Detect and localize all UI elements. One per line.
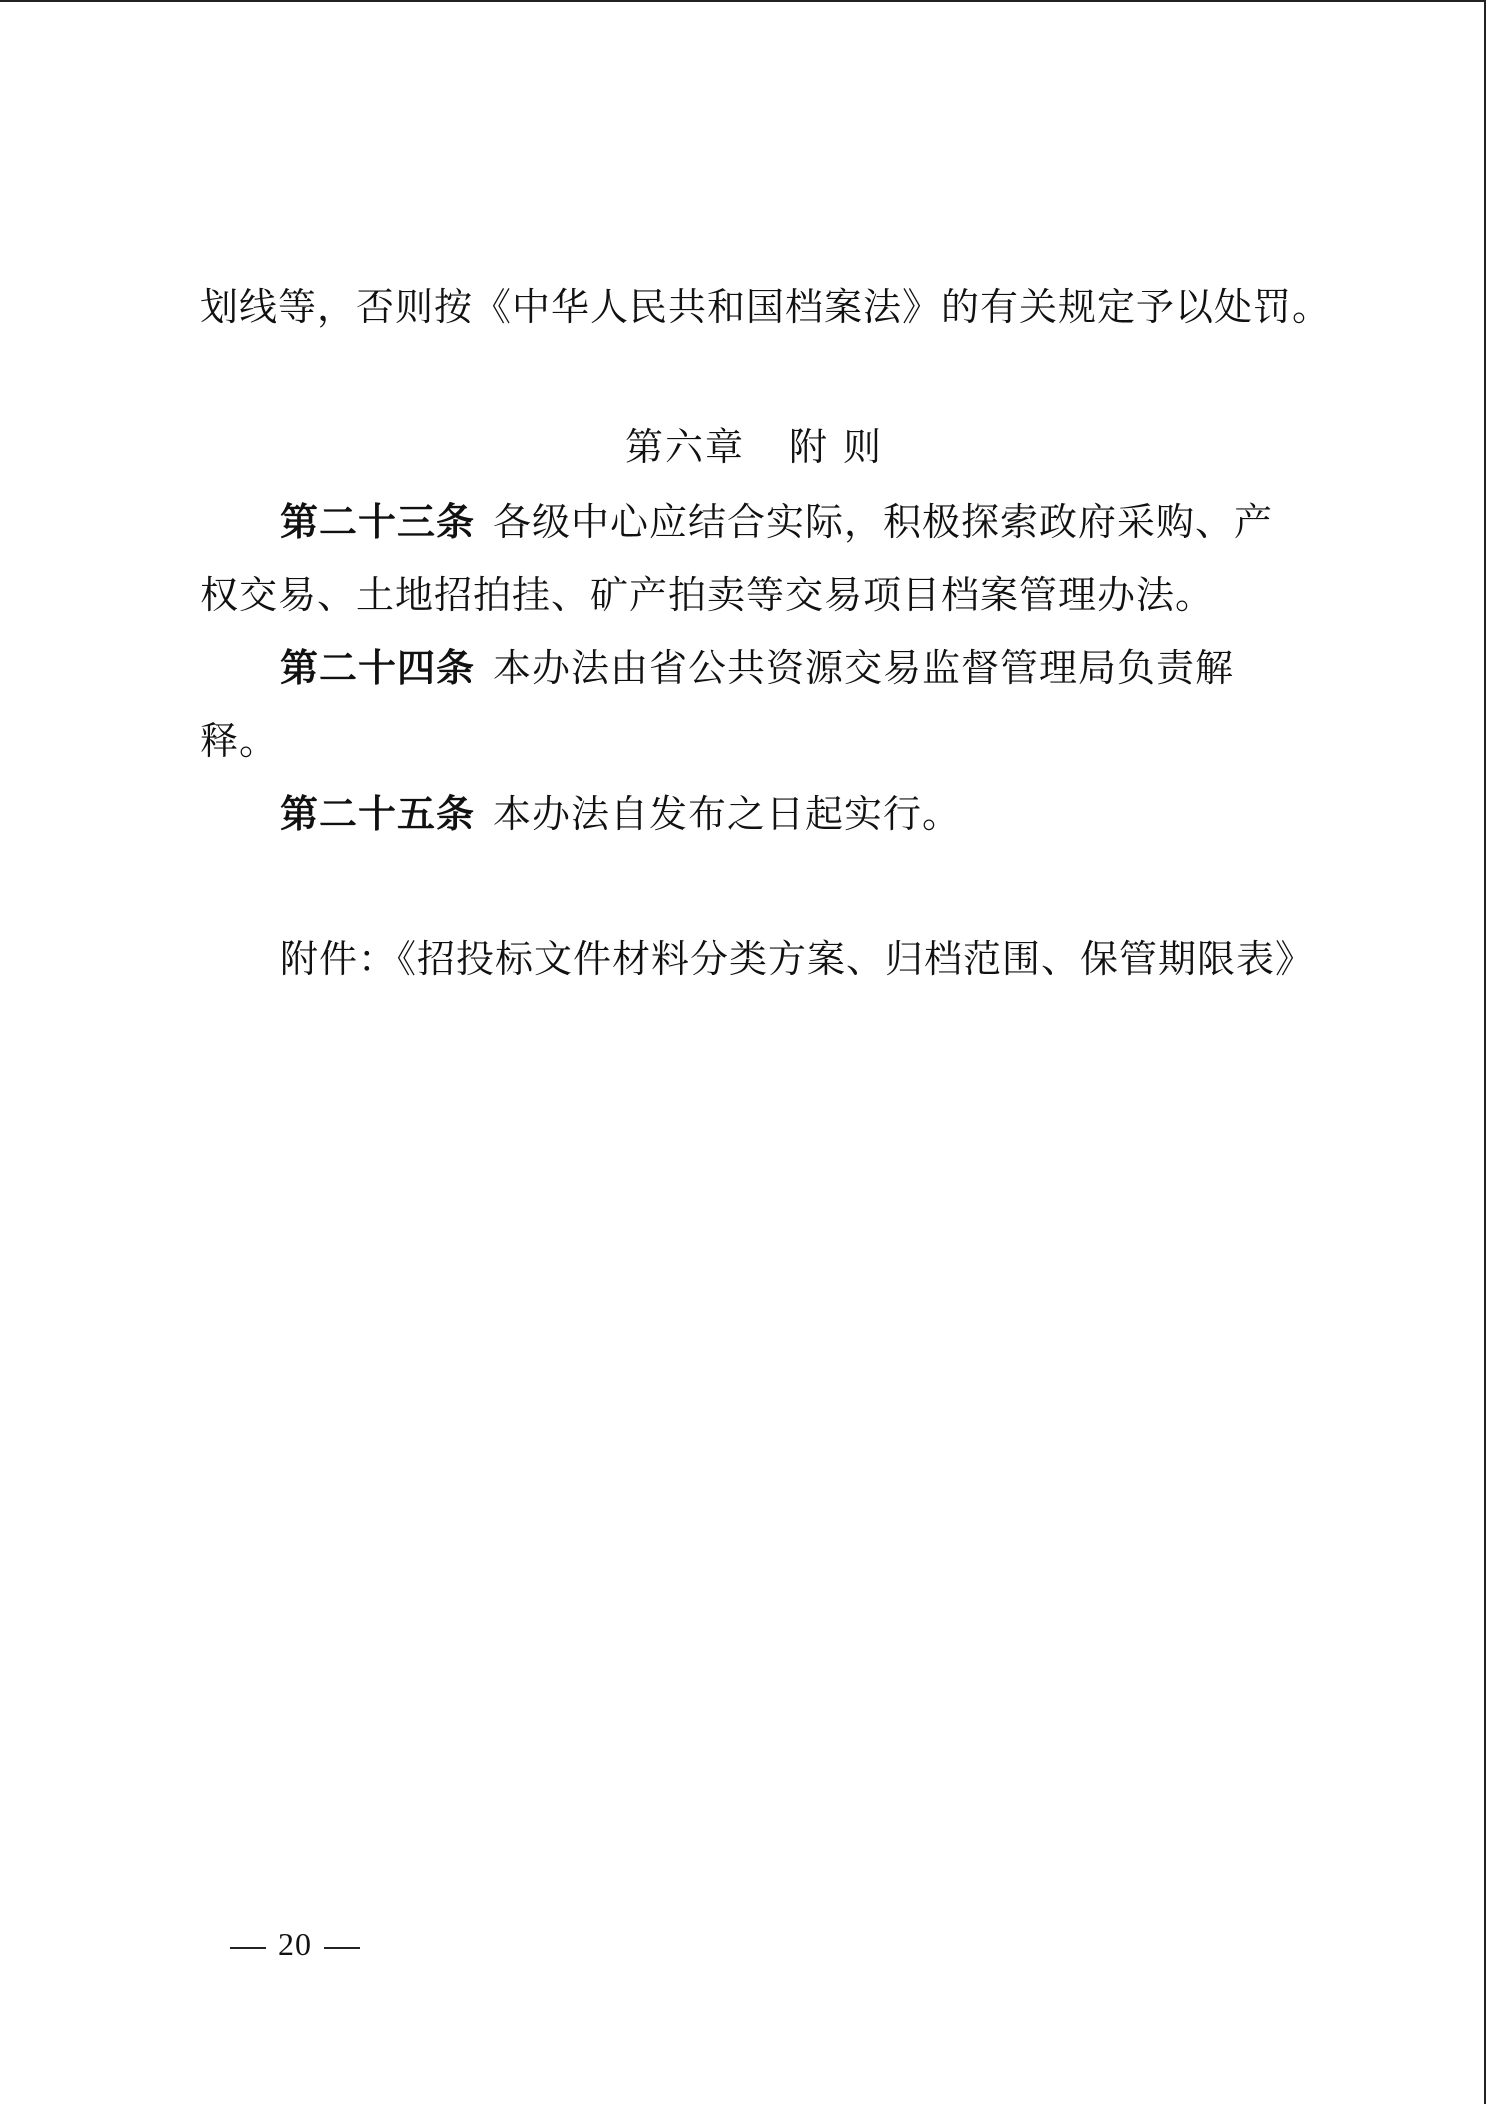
article-23-line-1 <box>280 502 1305 542</box>
article-23-label: 第二十三条 <box>280 500 476 544</box>
attachment-line <box>280 937 1315 981</box>
article-25-line-1 <box>280 794 1305 834</box>
continuation-paragraph <box>200 285 1332 329</box>
page-number-left-dash <box>230 1947 266 1949</box>
page-number-value: 20 <box>278 1926 312 1962</box>
article-24-label: 第二十四条 <box>280 646 476 690</box>
chapter-number: 第六章 <box>624 425 745 469</box>
article-24-text-2: 释。 <box>200 719 279 763</box>
article-23-text-2: 权交易、土地招拍挂、矿产拍卖等交易项目档案管理办法。 <box>200 573 1215 617</box>
article-24-line-1 <box>280 648 1305 688</box>
page-number-right-dash <box>324 1947 360 1949</box>
article-25-text-1: 本办法自发布之日起实行。 <box>493 792 962 836</box>
continuation-text: 划线等，否则按《中华人民共和国档案法》的有关规定予以处罚。 <box>200 285 1332 329</box>
article-24-text-1: 本办法由省公共资源交易监督管理局负责解 <box>493 646 1235 690</box>
chapter-heading <box>0 427 1488 467</box>
chapter-title: 附 则 <box>788 425 884 469</box>
article-25-label: 第二十五条 <box>280 792 476 836</box>
article-24-line-2 <box>200 721 1305 761</box>
attachment-text: 附件：《招投标文件材料分类方案、归档范围、保管期限表》 <box>280 937 1315 981</box>
article-23-text-1: 各级中心应结合实际，积极探索政府采购、产 <box>493 500 1274 544</box>
page-number <box>218 1926 372 1962</box>
article-23-line-2 <box>200 575 1305 615</box>
